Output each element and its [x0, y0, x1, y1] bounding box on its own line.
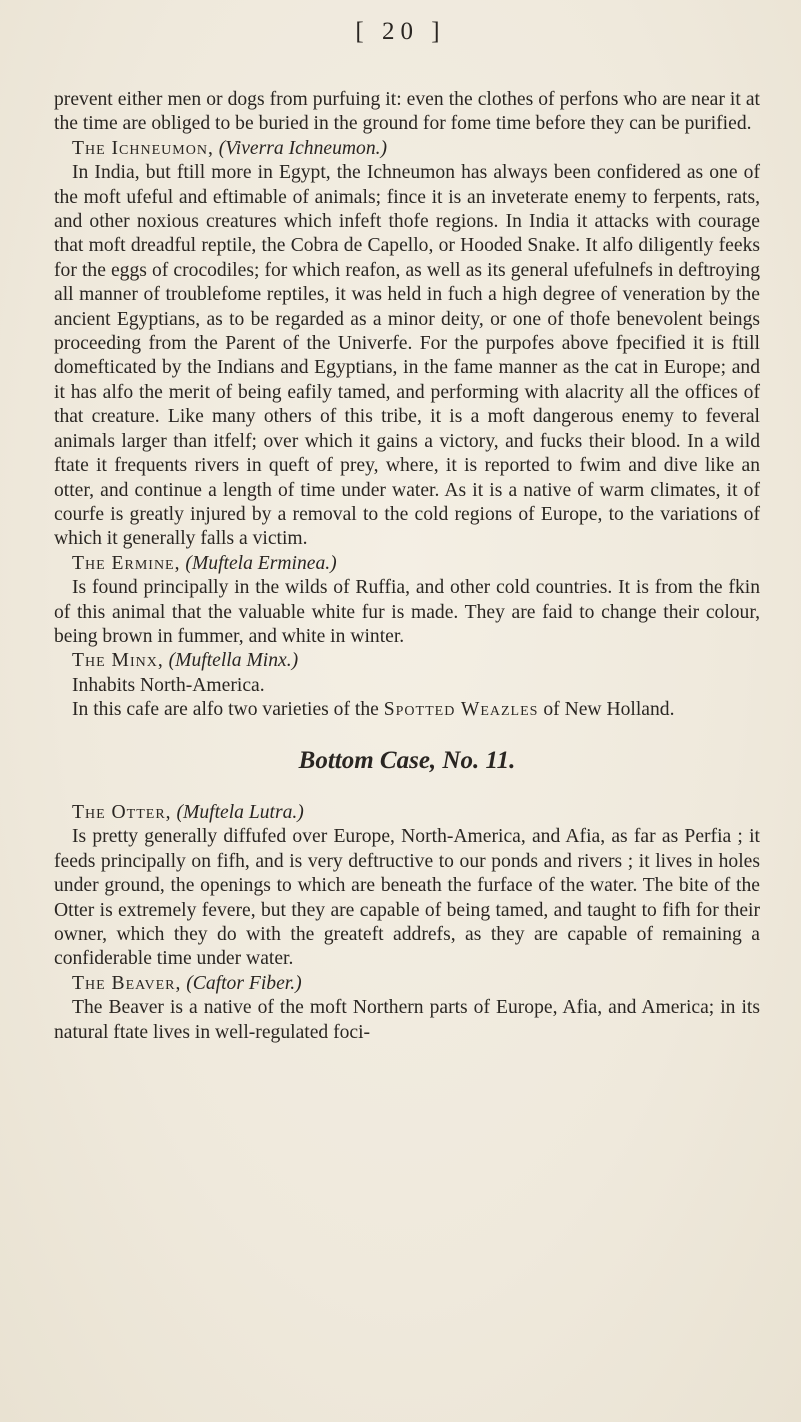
animal-name: The Otter, [72, 801, 172, 823]
entry-description-ermine: Is found principally in the wilds of Ruffia, and other cold countries. It is from the fkin of this animal that the valuable white fur is made. They are faid to change their colour, being brown in fummer, and white in winter. [54, 577, 760, 647]
weazles-pre: In this cafe are alfo two varieties of the [72, 699, 379, 721]
latin-name: (Muftela Lutra.) [176, 801, 304, 823]
entry-heading-beaver [54, 972, 760, 996]
latin-name: (Viverra Ichneumon.) [218, 137, 388, 159]
latin-name: (Muftela Erminea.) [185, 552, 337, 574]
entry-heading-otter [54, 801, 760, 825]
animal-name: The Ermine, [72, 552, 181, 574]
paragraph-continuation: prevent either men or dogs from purfuing it: even the clothes of perfons who are near it at the time are obliged to be buried in the ground for fome time before they can be purified. [54, 89, 760, 135]
case-heading: Bottom Case, No. 11. [298, 746, 516, 774]
entry-description-beaver: The Beaver is a native of the moft Northern parts of Europe, Afia, and America; in its natural ftate lives in well-regulated foci- [54, 997, 760, 1043]
animal-name: The Beaver, [72, 972, 182, 994]
animal-name: Spotted Weazles [383, 699, 539, 721]
page-number: [ 20 ] [355, 18, 446, 45]
entry-weazles [54, 698, 760, 722]
entry-heading-ermine [54, 552, 760, 576]
weazles-post: of New Holland. [543, 699, 675, 721]
animal-name: The Minx, [72, 650, 164, 672]
entry-description-minx: Inhabits North-America. [72, 674, 265, 696]
entry-description-ichneumon: In India, but ftill more in Egypt, the Ichneumon has always been confidered as one of the moft ufeful and eftimable of animals; fince it is an inveterate enemy to ferpents, rats, and other noxious creatures which infeft thofe regions. In India it attacks with courage that moft dreadful reptile, the Cobra de Capello, or Hooded Snake. It alfo diligently feeks for the eggs of crocodiles; for which reafon, as well as its general ufefulnefs in deftroying all manner of troublefome reptiles, it was held in fuch a high degree of veneration by the ancient Egyptians, as to be regarded as a minor deity, or one of thofe benevolent beings proceeding from the Parent of the Univerfe. For the purpofes above fpecified it is ftill domefticated by the Indians and Egyptians, in the fame manner as the cat in Europe; and it has alfo the merit of being eafily tamed, and performing with alacrity all the offices of that creature. Like many others of this tribe, it is a moft dangerous enemy to feveral animals larger than itfelf; over which it gains a victory, and fucks their blood. In a wild ftate it frequents rivers in queft of prey, where, it is reported to fwim and dive like an otter, and continue a length of time under water. As it is a native of warm climates, it of courfe is greatly injured by a removal to the cold regions of Europe, to the variations of which it generally falls a victim. [54, 162, 760, 550]
latin-name: (Caftor Fiber.) [186, 972, 302, 994]
entry-description-otter: Is pretty generally diffufed over Europe, North-America, and Afia, as far as Perfia ; it feeds principally on fifh, and is very deftructive to our ponds and rivers ; it lives in holes under ground, the openings to which are beneath the furface of the water. The bite of the Otter is extremely fevere, but they are capable of being tamed, and taught to fifh for their owner, which they do with the greateft addrefs, as they are capable of remaining a confiderable time under water. [54, 826, 760, 970]
entry-heading-minx [54, 649, 760, 673]
page-text [54, 88, 760, 1045]
latin-name: (Muftella Minx.) [168, 650, 299, 672]
animal-name: The Ichneumon, [72, 137, 214, 159]
entry-heading-ichneumon [54, 137, 760, 161]
